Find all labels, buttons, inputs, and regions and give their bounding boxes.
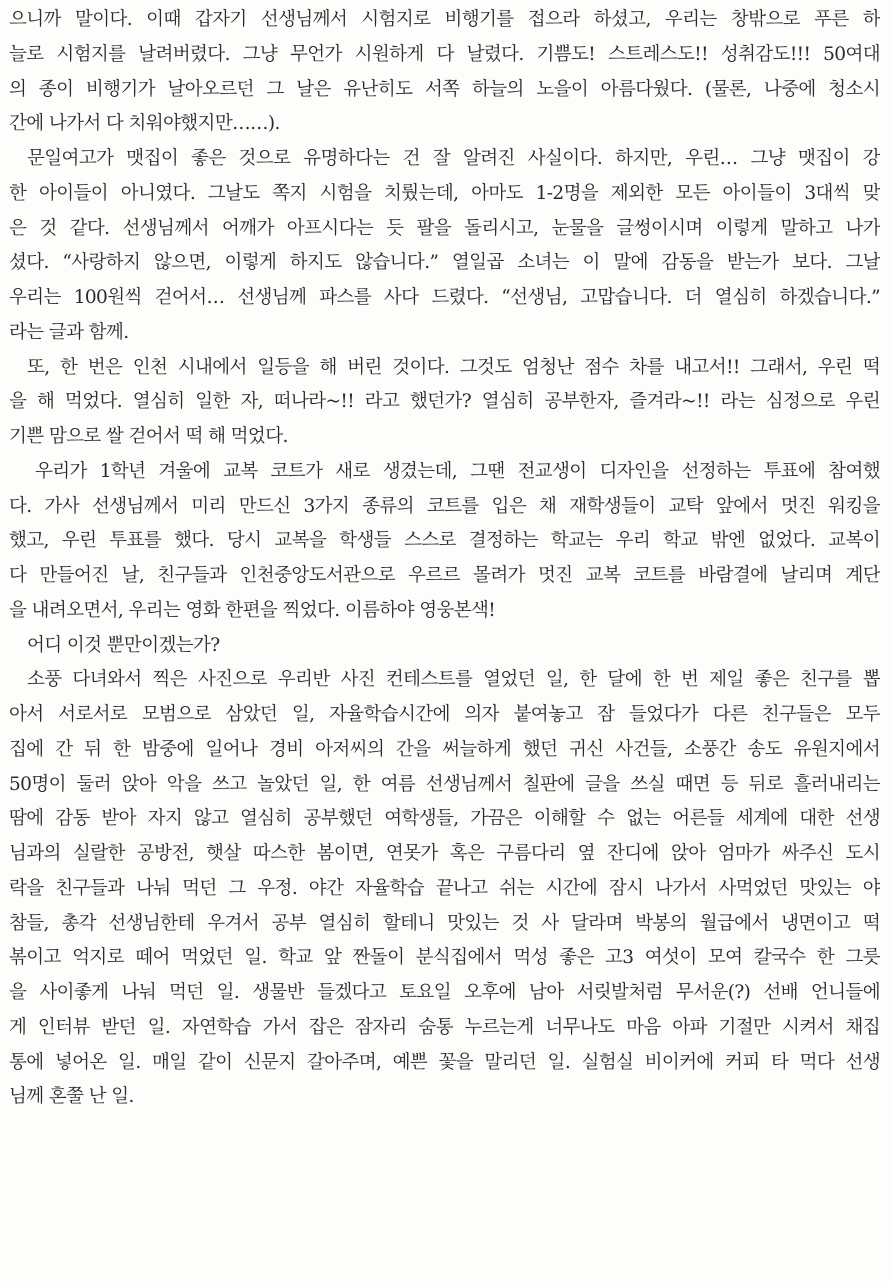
text-line: 락을 친구들과 나눠 먹던 그 우정. 야간 자율학습 끝나고 쉬는 시간에 잠시 나가서 사먹었던 맛있는 야 [9, 877, 880, 899]
text-line: 늘로 시험지를 날려버렸다. 그냥 무언가 시원하게 다 날렸다. 기쁨도! 스트레스도!! 성취감도!!! 50여대 [9, 43, 880, 65]
text-line: 우리는 100원씩 걷어서… 선생님께 파스를 사다 드렸다. “선생님, 고맙습니다. 더 열심히 하겠습니다.” [9, 287, 880, 308]
text-line: 참들, 총각 선생님한테 우겨서 공부 열심히 할테니 맛있는 것 사 달라며 박봉의 월급에서 냉면이고 떡 [9, 912, 880, 934]
text-line: 어디 이것 뿐만이겠는가? [27, 634, 220, 656]
text-line: 우리가 1학년 겨울에 교복 코트가 새로 생겼는데, 그땐 전교생이 디자인을 선정하는 투표에 참여했 [35, 460, 880, 482]
text-line: 볶이고 억지로 떼어 먹었던 일. 학교 앞 짠돌이 분식집에서 먹성 좋은 고3 여섯이 모여 칼국수 한 그릇 [9, 947, 880, 969]
text-line: 은 것 같다. 선생님께서 어깨가 아프시다는 듯 팔을 돌리시고, 눈물을 글썽이시며 이렇게 말하고 나가 [9, 217, 880, 239]
text-line: 게 인터뷰 받던 일. 자연학습 가서 잡은 잠자리 숨통 누르는게 너무나도 마음 아파 기절만 시켜서 채집 [9, 1016, 880, 1038]
text-line: 했고, 우린 투표를 했다. 당시 교복을 학생들 스스로 결정하는 학교는 우리 학교 밖엔 없었다. 교복이 [9, 530, 880, 552]
text-line: 다 만들어진 날, 친구들과 인천중앙도서관으로 우르르 몰려가 멋진 교복 코트를 바람결에 날리며 계단 [9, 565, 880, 586]
body-text [0, 3, 880, 1115]
text-line: 셨다. “사랑하지 않으면, 이렇게 하지도 않습니다.” 열일곱 소녀는 이 말에 감동을 받는가 보다. 그날 [9, 252, 880, 274]
text-line: 한 아이들이 아니였다. 그날도 쪽지 시험을 치뤘는데, 아마도 1-2명을 제외한 모든 아이들이 3대씩 맞 [9, 182, 880, 204]
text-line: 님과의 실랄한 공방전, 햇살 따스한 봄이면, 연못가 혹은 구름다리 옆 잔디에 앉아 엄마가 싸주신 도시 [9, 843, 880, 864]
text-line: 기쁜 맘으로 쌀 걷어서 떡 해 먹었다. [9, 426, 288, 447]
text-line: 문일여고가 맷집이 좋은 것으로 유명하다는 건 잘 알려진 사실이다. 하지만, 우린… 그냥 맷집이 강 [27, 148, 880, 169]
text-line: 간에 나가서 다 치워야했지만……). [9, 113, 280, 135]
text-line: 다. 가사 선생님께서 미리 만드신 3가지 종류의 코트를 입은 채 재학생들이 교탁 앞에서 멋진 워킹을 [9, 495, 880, 517]
text-line: 땀에 감동 받아 자지 않고 열심히 공부했던 여학생들, 가끔은 이해할 수 없는 어른들 세계에 대한 선생 [9, 808, 880, 830]
text-line: 을 해 먹었다. 열심히 일한 자, 떠나라~!! 라고 했던가? 열심히 공부한자, 즐겨라~!! 라는 심정으로 우린 [9, 391, 880, 413]
text-line: 통에 넣어온 일. 매일 같이 신문지 갈아주며, 예쁜 꽃을 말리던 일. 실험실 비이커에 커피 타 먹다 선생 [9, 1051, 880, 1073]
text-line: 50명이 둘러 앉아 악을 쓰고 놀았던 일, 한 여름 선생님께서 칠판에 글을 쓰실 때면 등 뒤로 흘러내리는 [9, 773, 880, 795]
text-line: 집에 간 뒤 한 밤중에 일어나 경비 아저씨의 간을 써늘하게 했던 귀신 사건들, 소풍간 송도 유원지에서 [9, 738, 880, 760]
text-line: 라는 글과 함께. [9, 321, 129, 343]
text-line: 으니까 말이다. 이때 갑자기 선생님께서 시험지로 비행기를 접으라 하셨고, 우리는 창밖으로 푸른 하 [9, 9, 880, 30]
text-line: 아서 서로서로 모범으로 삼았던 일, 자율학습시간에 의자 붙여놓고 잠 들었다가 다른 친구들은 모두 [9, 704, 880, 725]
text-line: 소풍 다녀와서 찍은 사진으로 우리반 사진 컨테스트를 열었던 일, 한 달에 한 번 제일 좋은 친구를 뽑 [27, 669, 880, 691]
text-line: 의 종이 비행기가 날아오르던 그 날은 유난히도 서쪽 하늘의 노을이 아름다웠다. (물론, 나중에 청소시 [9, 78, 880, 100]
text-line: 또, 한 번은 인천 시내에서 일등을 해 버린 것이다. 그것도 엄청난 점수 차를 내고서!! 그래서, 우린 떡 [27, 356, 880, 378]
text-line: 을 사이좋게 나눠 먹던 일. 생물반 들겠다고 토요일 오후에 남아 서릿발처럼 무서운(?) 선배 언니들에 [9, 982, 880, 1003]
text-line: 을 내려오면서, 우리는 영화 한편을 찍었다. 이름하야 영웅본색! [9, 599, 496, 621]
text-line: 님께 혼쭐 난 일. [9, 1086, 134, 1108]
